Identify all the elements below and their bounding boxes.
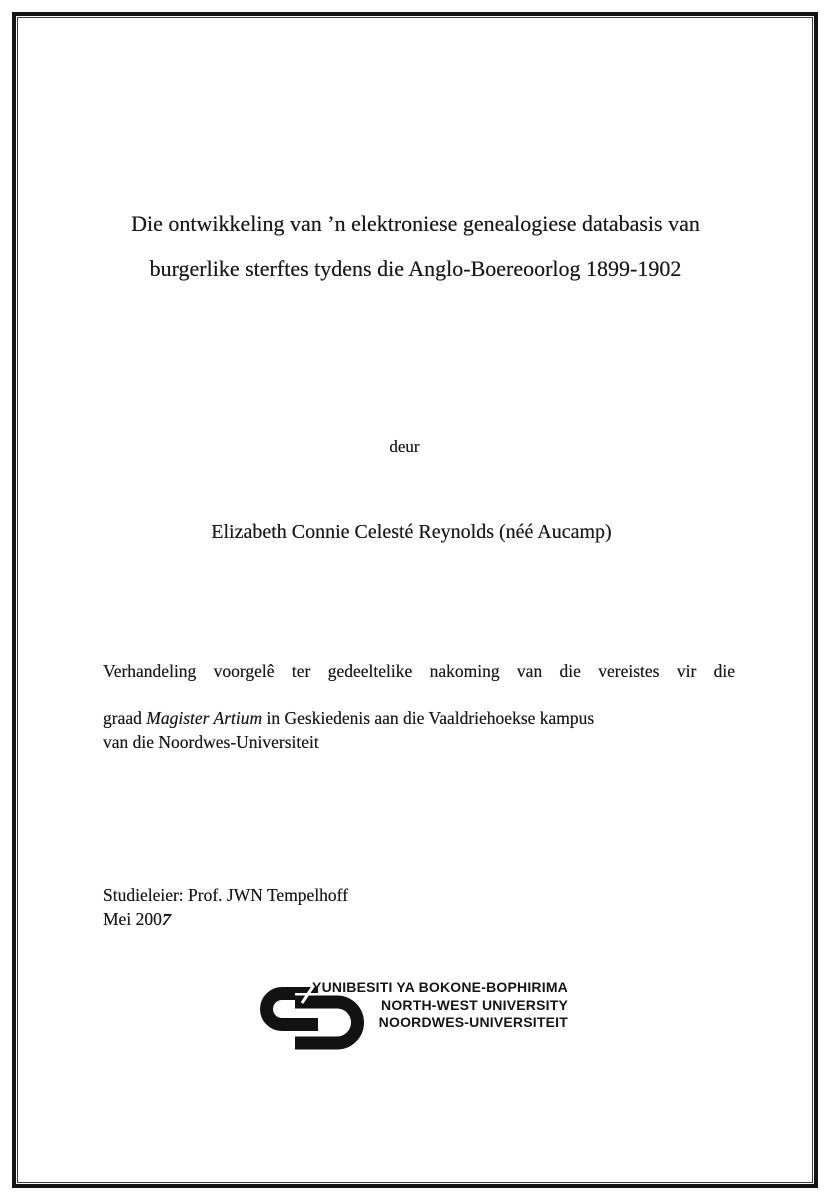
author-name: Elizabeth Connie Celesté Reynolds (néé Aucamp) xyxy=(211,521,612,543)
supervisor-line: Studieleier: Prof. JWN Tempelhoff xyxy=(103,885,349,905)
byline-label: deur xyxy=(389,437,420,456)
thesis-title-line2: burgerlike sterftes tydens die Anglo-Boereoorlog 1899-1902 xyxy=(149,256,682,281)
submission-line1: Verhandeling voorgelê ter gedeeltelike nakoming van die vereistes vir die xyxy=(103,661,735,681)
submission-line2-post: in Geskiedenis aan die Vaaldriehoekse kampus xyxy=(262,708,595,729)
submission-line3: van die Noordwes-Universiteit xyxy=(103,731,319,752)
supervisor-block xyxy=(103,883,348,931)
thesis-title xyxy=(60,201,771,291)
submission-line2-pre: graad xyxy=(103,708,147,729)
nwu-logo-wordmark xyxy=(311,979,568,1032)
date-line xyxy=(103,907,348,931)
logo-line-english: NORTH-WEST UNIVERSITY xyxy=(381,996,568,1013)
submission-statement xyxy=(103,660,735,754)
nwu-logo xyxy=(257,975,577,1055)
degree-name-italic: Magister Artium xyxy=(146,708,263,729)
thesis-title-line1: Die ontwikkeling van ’n elektroniese genealogiese databasis van xyxy=(131,211,700,236)
date-final-digit: 7 xyxy=(159,909,173,929)
submission-line2 xyxy=(103,707,735,731)
logo-line-setswana: YUNIBESITI YA BOKONE-BOPHIRIMA xyxy=(312,979,568,995)
date-prefix: Mei 200 xyxy=(103,909,162,929)
logo-line-afrikaans: NOORDWES-UNIVERSITEIT xyxy=(378,1014,568,1030)
